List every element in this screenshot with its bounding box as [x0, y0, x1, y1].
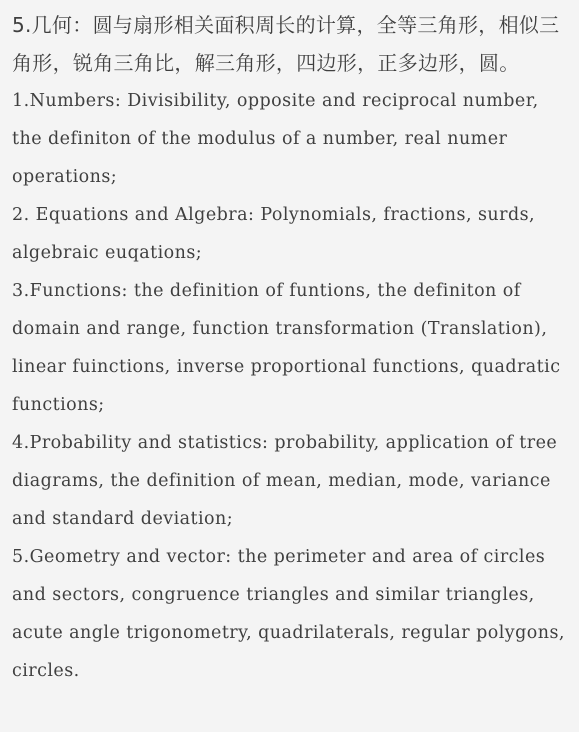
paragraph-equations-algebra: 2. Equations and Algebra: Polynomials, fractions, surds, algebraic euqations;	[12, 205, 536, 263]
paragraph-geometry-chinese: 5.几何：圆与扇形相关面积周长的计算，全等三角形，相似三角形，锐角三角比，解三角形，四边形，正多边形，圆。	[12, 13, 560, 75]
paragraph-geometry-vector: 5.Geometry and vector: the perimeter and area of circles and sectors, congruence triangles and similar triangles, acute angle trigonometry, quadrilaterals, regular polygons, circles.	[12, 547, 565, 681]
paragraph-functions: 3.Functions: the definition of funtions, the definiton of domain and range, function transformation (Translation), linear fuinctions, inverse proportional functions, quadratic functions;	[12, 281, 561, 415]
paragraph-numbers: 1.Numbers: Divisibility, opposite and reciprocal number, the definiton of the modulus of a number, real numer operations;	[12, 91, 539, 187]
paragraph-probability-statistics: 4.Probability and statistics: probability, application of tree diagrams, the definition of mean, median, mode, variance and standard deviation;	[12, 433, 558, 529]
